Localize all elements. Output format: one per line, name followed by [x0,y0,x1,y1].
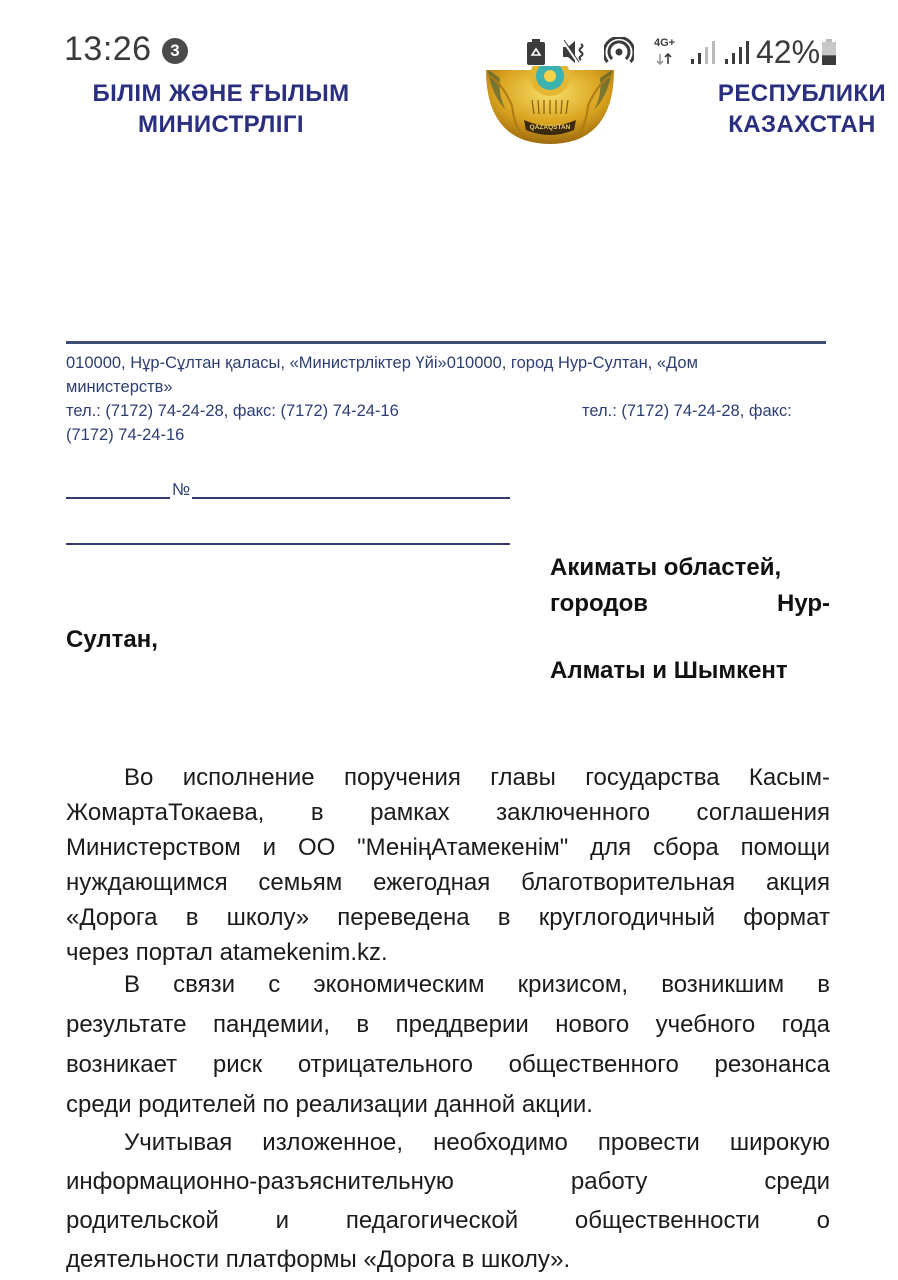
body-paragraph-2 [66,965,830,1125]
addressee-line: Нур- [776,590,830,617]
state-emblem-logo [484,66,616,146]
body-paragraph-3 [66,1123,830,1279]
addressee-line: Алматы и Шымкент [550,657,788,684]
body-paragraph-1 [66,760,830,970]
phone-fax-kazakh: тел.: (7172) 74-24-28, факс: (7172) 74-24-16 [66,402,399,420]
text-line: через портал atamekenim.kz. [66,939,388,966]
text-line: информационно-разъяснительную работу среди [66,1168,830,1195]
date-blank-line [66,497,170,499]
ministry-title-line: БІЛІМ ЖӘНЕ ҒЫЛЫМ [92,80,350,107]
ministry-title-russian [706,78,898,140]
network-4g-icon [654,37,682,67]
text-line: нуждающимся семьям ежегодная благотворительная акция [66,869,830,896]
header-divider [66,341,826,344]
hotspot-icon [604,37,634,67]
text-line: «Дорога в школу» переведена в круглогодичный формат [66,904,830,931]
battery-percent: 42% [756,33,821,70]
battery-saver-icon [526,39,546,65]
network-type-label: 4G+ [654,37,676,49]
ministry-title-kazakh [80,78,362,140]
text-line: Министерством и ОО "МеніңАтамекенім" для сбора помощи [66,834,830,861]
ministry-title-line: РЕСПУБЛИКИ [717,80,887,107]
address-line: (7172) 74-24-16 [66,426,185,444]
signal-icon [724,39,750,65]
addressee-line: городов [550,590,648,617]
notification-count-badge: 3 [162,38,188,64]
address-line: министерств» [66,378,173,396]
phone-fax-russian: тел.: (7172) 74-24-28, факс: [582,402,792,420]
address-line: 010000, Нұр-Сұлтан қаласы, «Министрліктер Үйі»010000, город Нур-Султан, «Дом [66,354,698,372]
number-blank-line [192,497,510,499]
text-line: среди родителей по реализации данной акции. [66,1091,593,1118]
text-line: деятельности платформы «Дорога в школу». [66,1246,571,1273]
signal-icon [690,39,716,65]
number-sign: № [172,480,191,499]
text-line: возникает риск отрицательного общественного резонанса [66,1051,830,1078]
text-line: ЖомартаТокаева, в рамках заключенного соглашения [66,799,830,826]
text-line: результате пандемии, в преддверии нового учебного года [66,1011,830,1038]
text-line: Учитывая изложенное, необходимо провести широкую [124,1129,830,1156]
reference-blank-line [66,543,510,545]
ministry-title-line: КАЗАХСТАН [728,111,876,138]
addressee-line: Акиматы областей, [550,554,782,581]
text-line: В связи с экономическим кризисом, возникшим в [124,971,830,998]
addressee-line: Султан, [66,626,158,653]
battery-icon [822,39,836,65]
emblem-text: QAZAQSTAN [529,124,571,131]
text-line: Во исполнение поручения главы государства Касым- [124,764,830,791]
ministry-title-line: МИНИСТРЛІГІ [138,111,304,138]
text-line: родительской и педагогической общественности о [66,1207,830,1234]
mute-icon [562,39,590,65]
status-time: 13:26 [64,30,152,68]
